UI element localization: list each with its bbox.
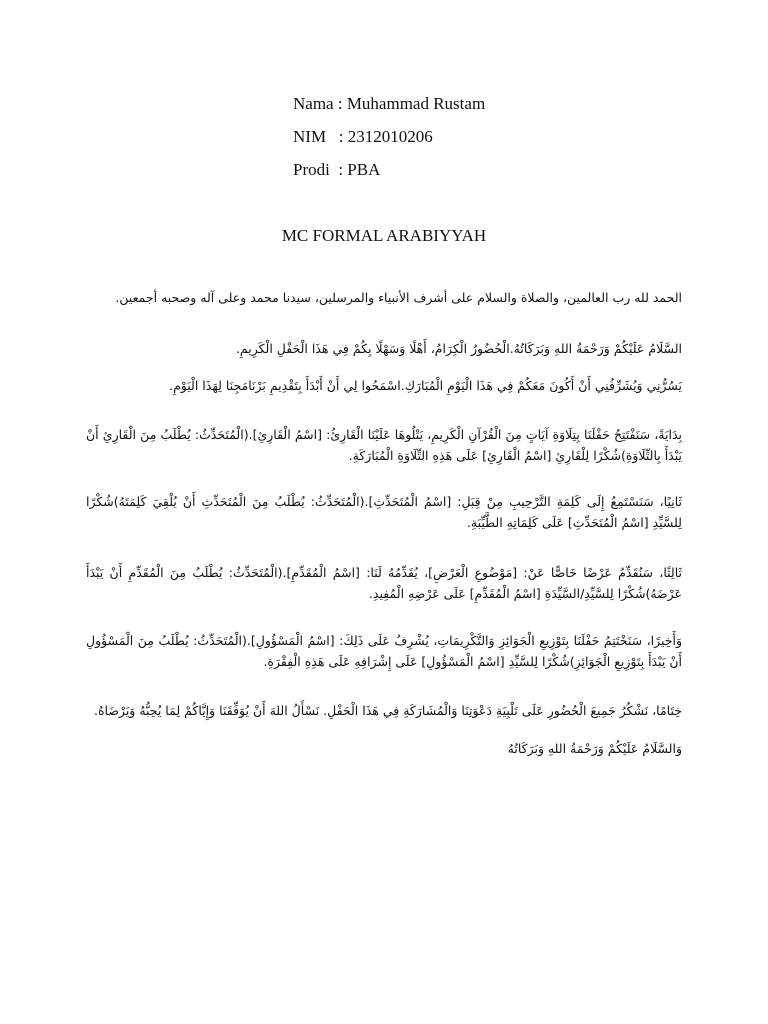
- student-name-line: Nama : Muhammad Rustam: [293, 94, 486, 113]
- awards-paragraph: وَأَخِيرًا، سَنَخْتَتِمُ حَفْلَنَا بِتَوْزِيعِ الْجَوَائِزِ وَالتَّكْرِيمَاتِ، يُشْرِفُ عَلَى ذَلِكَ: [اسْمُ الْمَسْؤُولِ].(الْمُتَحَدِّثُ: يُطْلَبُ مِنَ الْمَسْؤُولِ أَنْ يَبْدَأَ بِتَوْزِيعِ الْجَوَائِزِ)شُكْرًا لِلسَّيِّدِ [اسْمُ الْمَسْؤُولِ] عَلَى إِشْرَافِهِ عَلَى هَذِهِ الْفِقْرَةِ.: [86, 633, 682, 669]
- greeting-paragraph: السَّلَامُ عَلَيْكُمْ وَرَحْمَةُ اللهِ وَبَرَكَاتُهُ.الْحُضُورُ الْكِرَامُ، أَهْلًا وَسَهْلًا بِكُمْ فِي هَذَا الْحَفْلِ الْكَرِيمِ.: [235, 341, 682, 356]
- study-program-line: Prodi : PBA: [293, 160, 381, 179]
- opening-praise-paragraph: الحمد لله رب العالمين، والصلاة والسلام على أشرف الأنبياء والمرسلين، سيدنا محمد وعلى آله وصحبه أجمعين.: [115, 290, 682, 305]
- welcome-speech-paragraph: ثَانِيًا، سَنَسْتَمِعُ إِلَى كَلِمَةِ التَّرْحِيبِ مِنْ قِبَلِ: [اسْمُ الْمُتَحَدِّثِ].(الْمُتَحَدِّثُ: يُطْلَبُ مِنَ الْمُتَحَدِّثِ أَنْ يُلْقِيَ كَلِمَتَهُ)شُكْرًا لِلسَّيِّدِ [اسْمُ الْمُتَحَدِّثِ] عَلَى كَلِمَاتِهِ الطَّيِّبَةِ.: [86, 494, 682, 530]
- student-nim-line: NIM : 2312010206: [293, 127, 433, 146]
- special-presentation-paragraph: ثَالِثًا، سَنُقَدِّمُ عَرْضًا خَاصًّا عَنْ: [مَوْضُوعِ الْعَرْضِ]، يُقَدِّمُهُ لَنَا: [اسْمُ الْمُقَدِّمِ].(الْمُتَحَدِّثُ: يُطْلَبُ مِنَ الْمُقَدِّمِ أَنْ يَبْدَأَ عَرْضَهُ)شُكْرًا لِلسَّيِّدِ/السَّيِّدَةِ [اسْمُ الْمُقَدِّمِ] عَلَى عَرْضِهِ الْمُفِيدِ.: [86, 565, 682, 601]
- quran-recitation-paragraph: بِدَايَةً، سَنَفْتَتِحُ حَفْلَنَا بِتِلَاوَةِ آيَاتٍ مِنَ الْقُرْآنِ الْكَرِيمِ، يَتْلُوهَا عَلَيْنَا الْقَارِئُ: [اسْمُ الْقَارِئِ].(الْمُتَحَدِّثُ: يُطْلَبُ مِنَ الْقَارِئِ أَنْ يَبْدَأَ بِالتِّلَاوَةِ)شُكْرًا لِلْقَارِئِ [اسْمُ الْقَارِئِ] عَلَى هَذِهِ التِّلَاوَةِ الْمُبَارَكَةِ.: [86, 427, 682, 463]
- introduction-paragraph: يَسُرُّنِي وَيُشَرِّفُنِي أَنْ أَكُونَ مَعَكُمْ فِي هَذَا الْيَوْمِ الْمُبَارَكِ.اسْمَحُوا لِي أَنْ أَبْدَأَ بِتَقْدِيمِ بَرْنَامَجِنَا لِهَذَا الْيَوْمِ.: [169, 378, 682, 393]
- document-title: MC FORMAL ARABIYYAH: [281, 226, 487, 245]
- farewell-greeting-paragraph: وَالسَّلَامُ عَلَيْكُمْ وَرَحْمَةُ اللهِ وَبَرَكَاتُهُ: [507, 741, 682, 756]
- closing-paragraph: خِتَامًا، نَشْكُرُ جَمِيعَ الْحُضُورِ عَلَى تَلْبِيَةِ دَعْوَتِنَا وَالْمُشَارَكَةِ فِي هَذَا الْحَفْلِ. نَسْأَلُ اللهَ أَنْ يُوَفِّقَنَا وَإِيَّاكُمْ لِمَا يُحِبُّهُ وَيَرْضَاهُ.: [93, 703, 682, 718]
